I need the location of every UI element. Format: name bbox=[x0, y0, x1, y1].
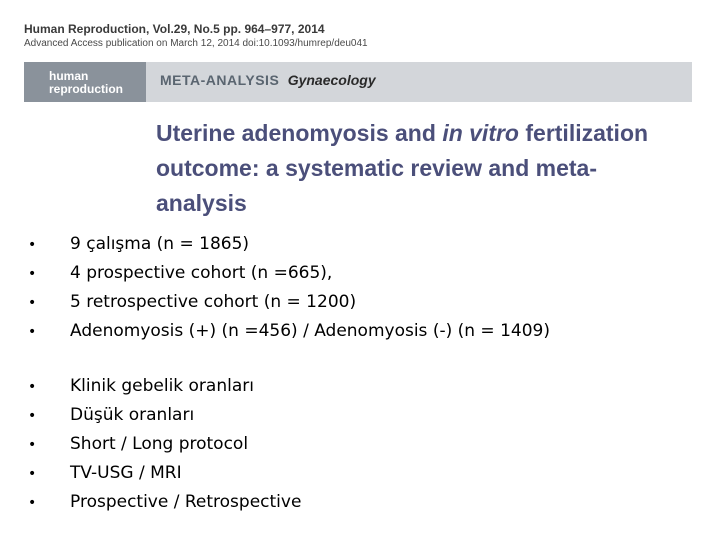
bullet-icon: • bbox=[28, 408, 37, 424]
list-item bbox=[28, 230, 550, 259]
outcomes-list bbox=[28, 372, 301, 517]
list-item bbox=[28, 372, 301, 401]
logo-line-human: human bbox=[49, 69, 89, 83]
list-item bbox=[28, 488, 301, 517]
bullet-icon: • bbox=[28, 295, 37, 311]
category-label: Gynaecology bbox=[287, 72, 376, 88]
bullet-icon: • bbox=[28, 324, 37, 340]
advance-access-line: Advanced Access publication on March 12, 2014 doi:10.1093/humrep/deu041 bbox=[24, 38, 368, 49]
paper-title bbox=[156, 116, 676, 221]
journal-logo bbox=[24, 62, 146, 102]
list-item-text: Short / Long protocol bbox=[70, 434, 249, 454]
list-item bbox=[28, 430, 301, 459]
list-item-text: 4 prospective cohort (n =665), bbox=[70, 263, 333, 283]
list-item-text: 5 retrospective cohort (n = 1200) bbox=[70, 292, 357, 312]
list-item-text: Düşük oranları bbox=[70, 405, 195, 425]
list-item-text: 9 çalışma (n = 1865) bbox=[70, 234, 250, 254]
list-item-text: TV-USG / MRI bbox=[70, 463, 182, 483]
list-item-text: Prospective / Retrospective bbox=[70, 492, 302, 512]
title-part-2: fertilization outcome: a systematic review and meta-analysis bbox=[156, 120, 649, 216]
list-item bbox=[28, 317, 550, 346]
section-label: META-ANALYSIS bbox=[160, 72, 280, 88]
bullet-icon: • bbox=[28, 466, 37, 482]
bullet-icon: • bbox=[28, 495, 37, 511]
journal-citation: Human Reproduction, Vol.29, No.5 pp. 964–977, 2014 bbox=[24, 22, 325, 36]
logo-line-reproduction: reproduction bbox=[49, 82, 123, 96]
list-item bbox=[28, 401, 301, 430]
list-item bbox=[28, 288, 550, 317]
article-section bbox=[160, 72, 376, 88]
bullet-icon: • bbox=[28, 266, 37, 282]
title-italic: in vitro bbox=[442, 120, 519, 146]
list-item bbox=[28, 259, 550, 288]
bullet-icon: • bbox=[28, 379, 37, 395]
journal-banner bbox=[24, 62, 692, 102]
title-part-1: Uterine adenomyosis and bbox=[156, 120, 443, 146]
bullet-icon: • bbox=[28, 237, 37, 253]
list-item-text: Adenomyosis (+) (n =456) / Adenomyosis (-) (n = 1409) bbox=[70, 321, 550, 341]
list-item-text: Klinik gebelik oranları bbox=[70, 376, 254, 396]
bullet-icon: • bbox=[28, 437, 37, 453]
list-item bbox=[28, 459, 301, 488]
study-facts-list bbox=[28, 230, 550, 346]
